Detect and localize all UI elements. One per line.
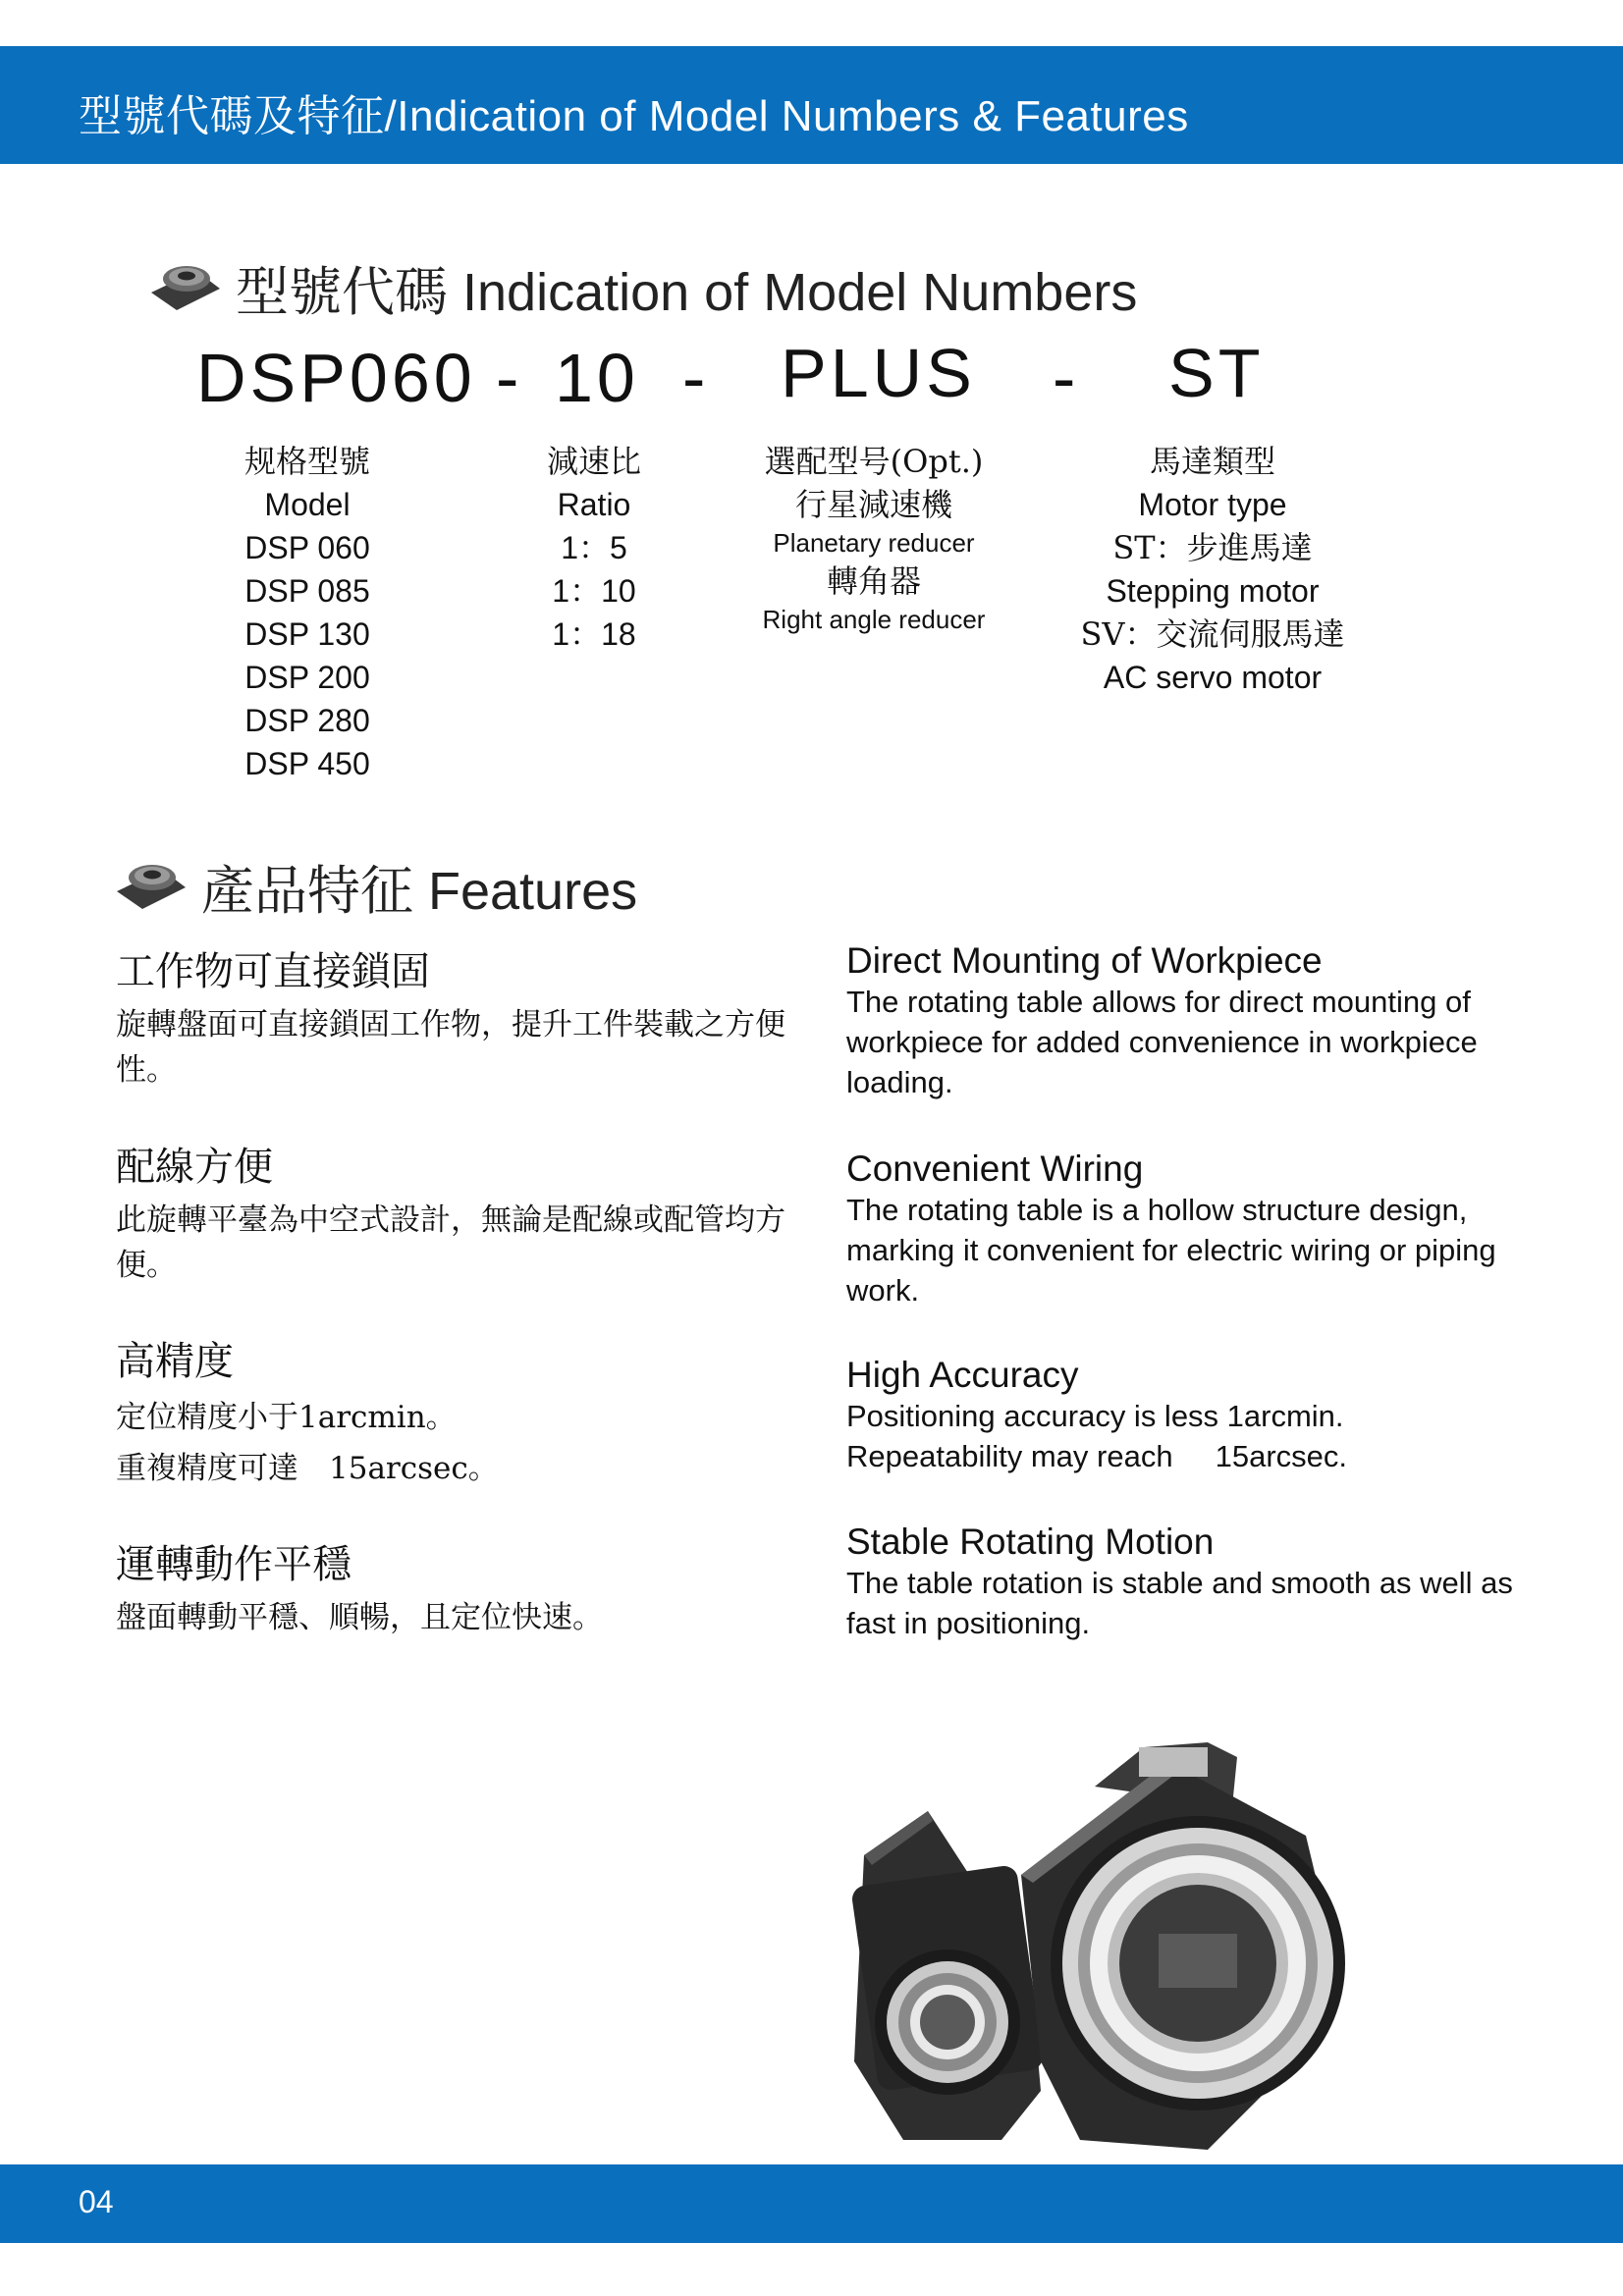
feature-en-body: The rotating table allows for direct mounting of workpiece for added convenience in workpiece loading. — [846, 985, 1478, 1099]
product-photo — [844, 1728, 1473, 2160]
option-line: Right angle reducer — [762, 605, 986, 634]
model-item: DSP 060 — [244, 530, 370, 565]
model-column-en: Model — [264, 487, 351, 522]
option-column — [727, 440, 1021, 636]
feature-en-body: Repeatability may reach 15arcsec. — [846, 1439, 1348, 1473]
feature-cn-block — [116, 1136, 803, 1288]
small-rotary-table — [850, 1811, 1045, 2140]
model-item: DSP 085 — [244, 573, 370, 609]
code-model: DSP060 — [196, 340, 476, 416]
feature-en-body: Positioning accuracy is less 1arcmin. — [846, 1399, 1344, 1433]
option-line: 行星減速機 — [794, 486, 952, 523]
ratio-item: 1：10 — [552, 573, 636, 609]
feature-cn-body: 定位精度小于1arcmin。 — [116, 1400, 457, 1435]
option-column-cn: 選配型号(Opt.) — [764, 443, 984, 480]
code-option: PLUS — [781, 335, 976, 411]
motor-line: SV：交流伺服馬達 — [1080, 615, 1345, 653]
feature-cn-body: 旋轉盤面可直接鎖固工作物，提升工件裝載之方便性。 — [116, 1007, 785, 1088]
model-column — [209, 440, 406, 785]
model-item: DSP 130 — [244, 616, 370, 652]
ratio-item: 1：18 — [552, 616, 636, 652]
model-item: DSP 280 — [244, 703, 370, 738]
code-separator: - — [1053, 340, 1080, 416]
feature-cn-body: 盤面轉動平穩、順暢，且定位快速。 — [116, 1600, 603, 1635]
large-rotary-table — [1021, 1742, 1345, 2150]
model-item: DSP 200 — [244, 660, 370, 695]
feature-en-title: Direct Mounting of Workpiece — [846, 940, 1323, 981]
page-header-title: 型號代碼及特征/Indication of Model Numbers & Features — [79, 92, 1189, 140]
feature-en-title: High Accuracy — [846, 1355, 1079, 1395]
page-number: 04 — [79, 2184, 114, 2219]
feature-en-block — [846, 1522, 1534, 1643]
motor-line: AC servo motor — [1103, 660, 1323, 695]
feature-cn-body: 此旋轉平臺為中空式設計，無論是配線或配管均方便。 — [116, 1202, 785, 1283]
code-ratio: 10 — [555, 340, 639, 416]
feature-en-body: The rotating table is a hollow structure design, marking it convenient for electric wiring or piping work. — [846, 1193, 1496, 1308]
feature-en-title: Stable Rotating Motion — [846, 1522, 1215, 1562]
ratio-item: 1：5 — [561, 530, 627, 565]
feature-cn-body: 重複精度可達 15arcsec。 — [116, 1451, 499, 1486]
ratio-column-cn: 減速比 — [546, 443, 641, 480]
feature-en-block — [846, 1355, 1534, 1476]
motor-column-cn: 馬達類型 — [1149, 443, 1275, 480]
motor-column — [1041, 440, 1384, 699]
code-motor: ST — [1168, 335, 1265, 411]
feature-cn-title: 運轉動作平穩 — [116, 1542, 352, 1587]
rotary-table-icon — [113, 852, 188, 911]
feature-en-title: Convenient Wiring — [846, 1148, 1144, 1189]
feature-en-block — [846, 940, 1534, 1102]
model-column-cn: 规格型號 — [243, 443, 370, 480]
feature-cn-block — [116, 1533, 803, 1640]
feature-cn-block — [116, 940, 803, 1093]
feature-en-body: The table rotation is stable and smooth as well as fast in positioning. — [846, 1566, 1513, 1640]
code-separator: - — [682, 340, 710, 416]
feature-cn-block — [116, 1330, 803, 1494]
option-line: Planetary reducer — [773, 528, 975, 558]
footer-band — [0, 2164, 1623, 2243]
rotary-table-icon — [147, 253, 222, 312]
motor-line: Stepping motor — [1106, 573, 1320, 609]
ratio-column-en: Ratio — [557, 487, 631, 522]
model-item: DSP 450 — [244, 746, 370, 781]
option-line: 轉角器 — [826, 562, 921, 600]
ratio-column — [511, 440, 677, 656]
feature-cn-title: 工作物可直接鎖固 — [116, 949, 430, 994]
code-separator: - — [496, 340, 523, 416]
motor-column-en: Motor type — [1138, 487, 1287, 522]
motor-line: ST：步進馬達 — [1112, 529, 1313, 566]
feature-en-block — [846, 1148, 1534, 1310]
feature-cn-title: 配線方便 — [116, 1145, 273, 1190]
features-section-title: 產品特征 Features — [201, 862, 638, 921]
model-section-title: 型號代碼 Indication of Model Numbers — [236, 263, 1138, 322]
feature-cn-title: 高精度 — [116, 1339, 234, 1384]
